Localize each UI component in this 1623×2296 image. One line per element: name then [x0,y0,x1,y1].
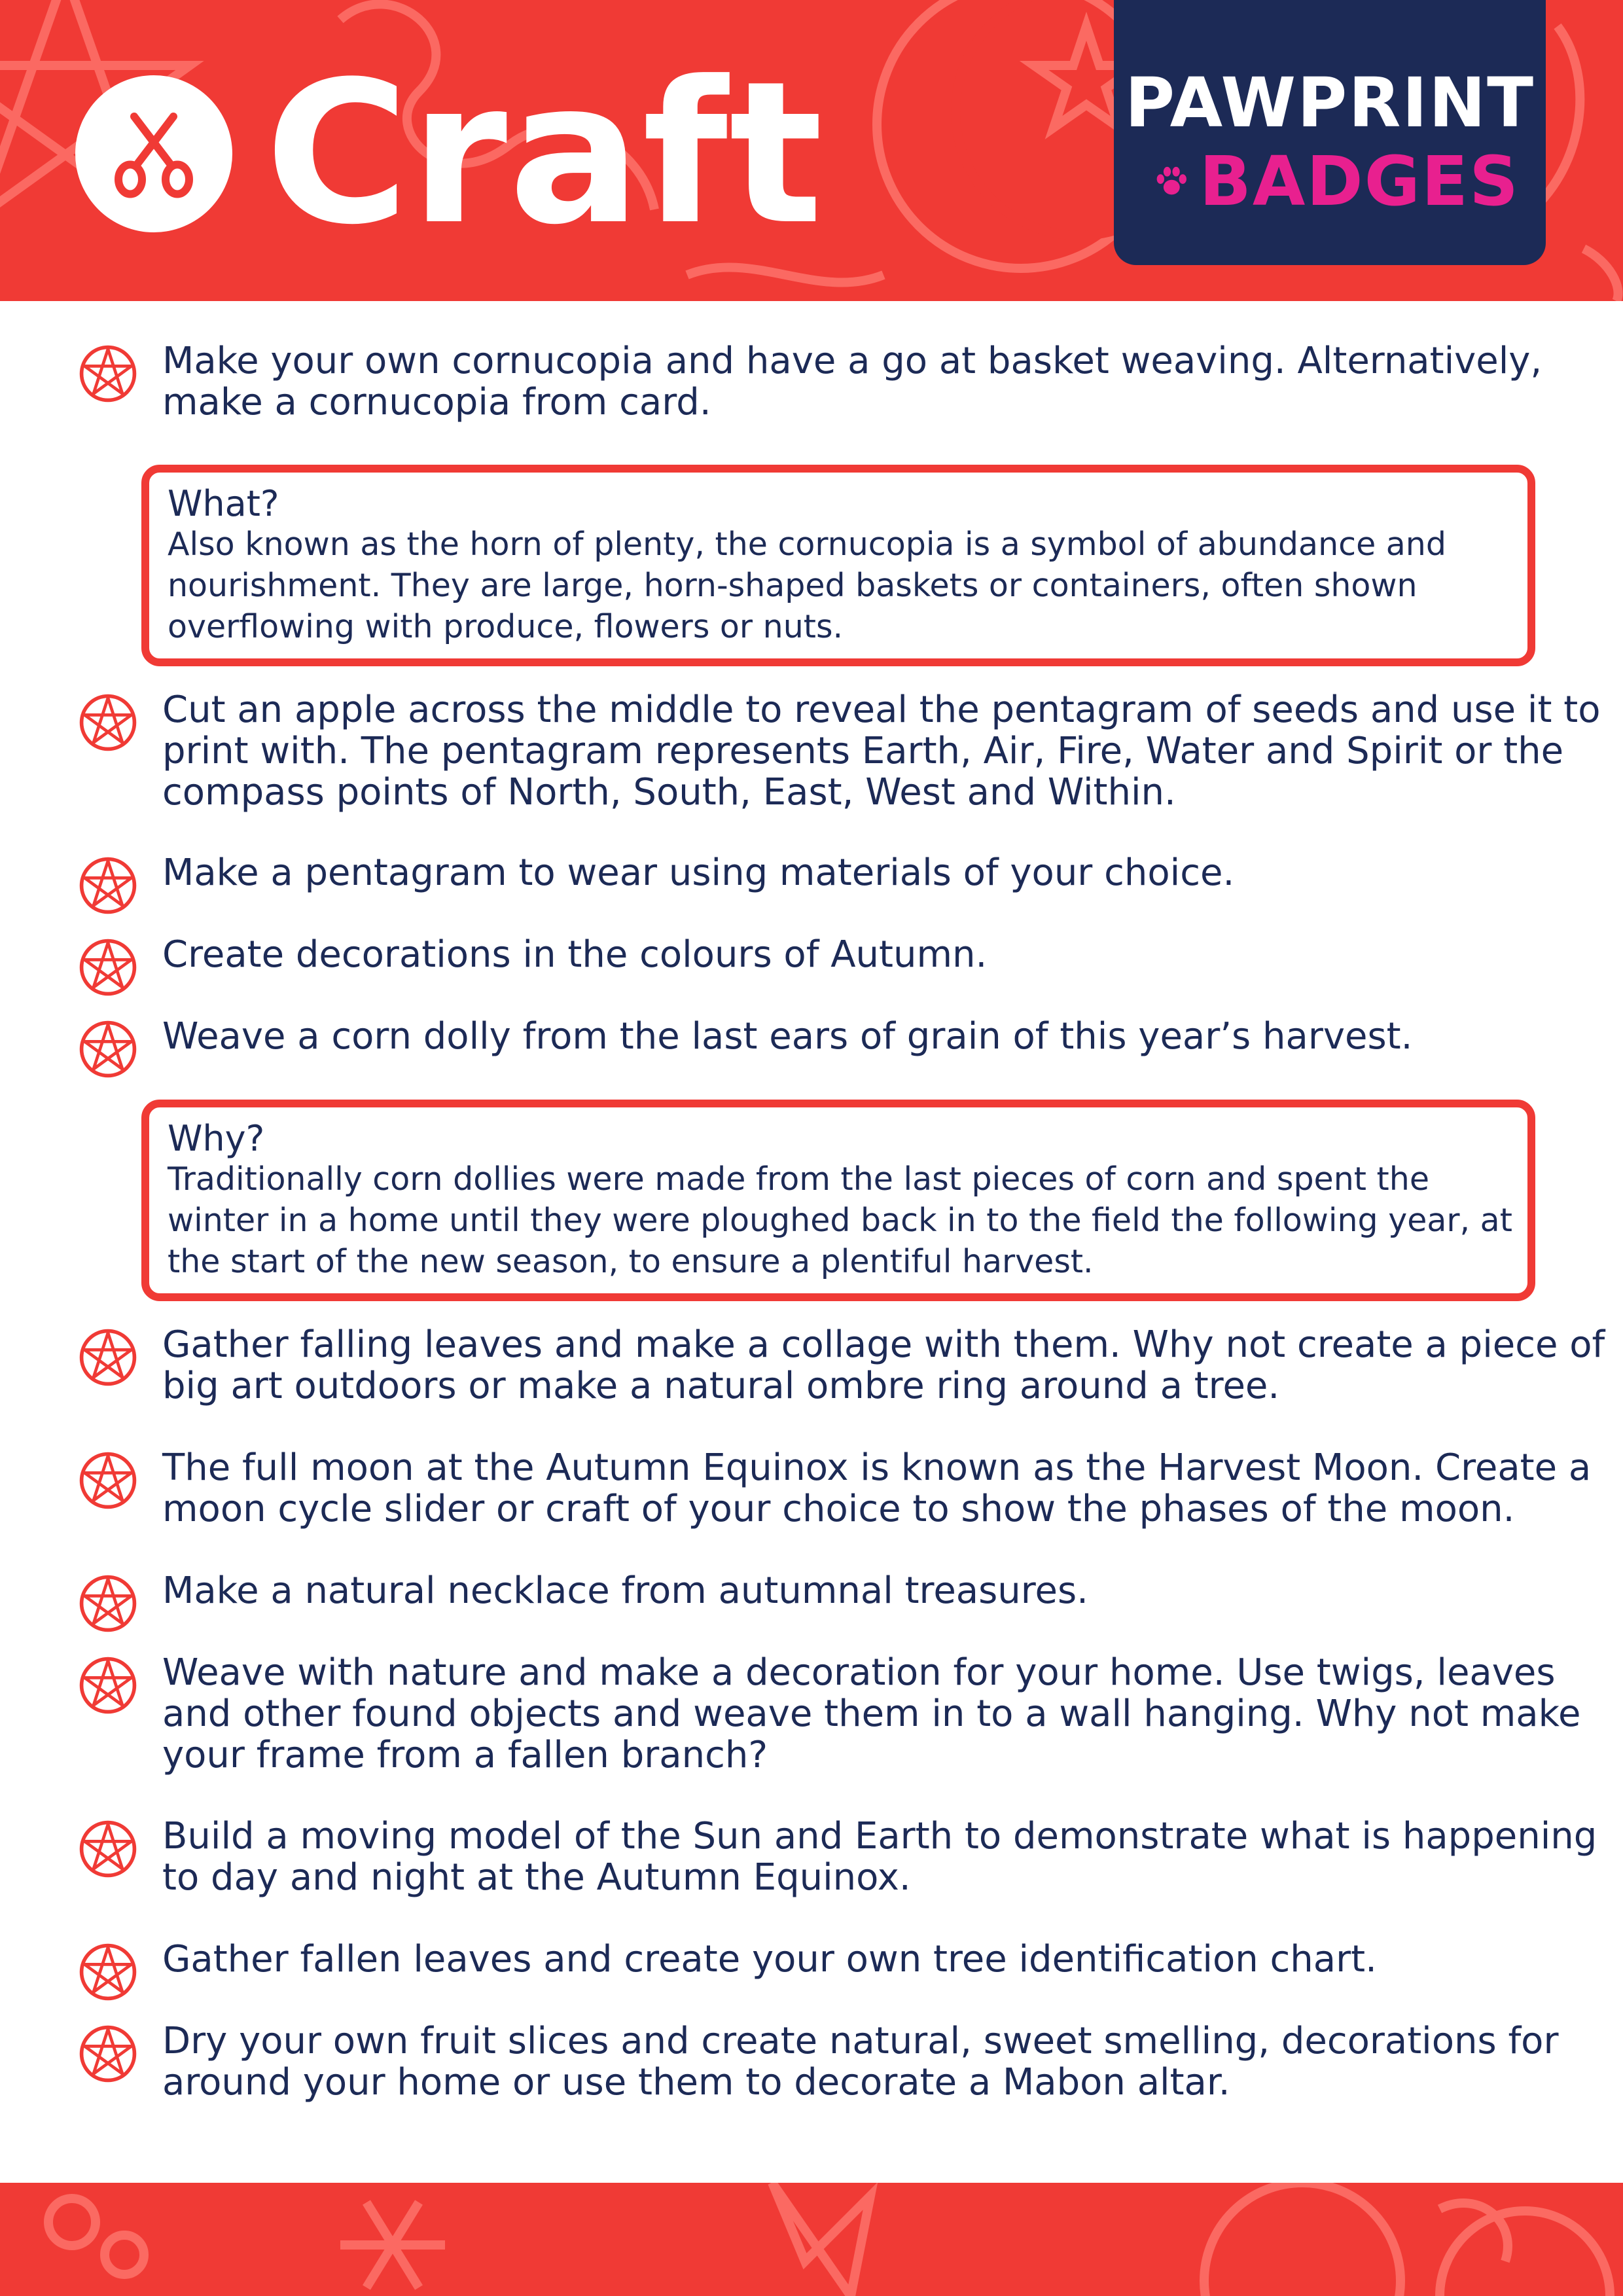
brand-logo [1114,0,1546,265]
brand-name-bottom: BADGES [1199,141,1520,221]
pentagram-icon [77,1655,139,1716]
pentagram-icon [77,2023,139,2085]
list-item-text: Make a pentagram to wear using materials of your choice. [162,852,1235,894]
pentagram-icon [77,692,139,753]
pentagram-icon [77,1941,139,2003]
pentagram-icon [77,1327,139,1388]
list-item-text: Gather fallen leaves and create your own tree identification chart. [162,1938,1377,1981]
footer-banner [0,2183,1623,2296]
footer-pattern [0,2183,1623,2296]
list-item-text: Create decorations in the colours of Autumn. [162,933,988,976]
info-box-body: Traditionally corn dollies were made from the last pieces of corn and spent the winter in a home until they were ploughed back in to the field the following year, at the start of the new season, to ensure a plentiful harvest. [168,1160,1512,1280]
paw-icon [1153,149,1190,214]
list-item-text: The full moon at the Autumn Equinox is known as the Harvest Moon. Create a moon cycle slider or craft of your choice to show the phases of the moon. [162,1446,1592,1530]
pentagram-icon [77,343,139,404]
info-box-body: Also known as the horn of plenty, the cornucopia is a symbol of abundance and nourishment. They are large, horn-shaped baskets or containers, often shown overflowing with produce, flowers or nuts. [168,526,1446,645]
list-item-text: Dry your own fruit slices and create natural, sweet smelling, decorations for around your home or use them to decorate a Mabon altar. [162,2020,1559,2104]
page-title: Craft [265,39,825,268]
pentagram-icon [77,1018,139,1080]
info-box-title: What? [168,483,279,524]
header-banner [0,0,1623,301]
list-item-text: Gather falling leaves and make a collage with them. Why not create a piece of big art outdoors or make a natural ombre ring around a tree. [162,1323,1605,1407]
pentagram-icon [77,1573,139,1634]
pentagram-icon [77,855,139,916]
list-item-text: Build a moving model of the Sun and Earth to demonstrate what is happening to day and night at the Autumn Equinox. [162,1815,1597,1899]
pentagram-icon [77,937,139,998]
scissors-icon [75,75,232,232]
info-box-what [141,465,1535,666]
list-item-text: Cut an apple across the middle to reveal the pentagram of seeds and use it to print with. The pentagram represents Earth, Air, Fire, Water and Spirit or the compass points of North, South, East, West and Within. [162,689,1601,814]
list-item-text: Weave with nature and make a decoration for your home. Use twigs, leaves and other found objects and weave them in to a wall hanging. Why not make your frame from a fallen branch? [162,1651,1581,1776]
page-title-group [75,39,825,268]
list-item-text: Weave a corn dolly from the last ears of grain of this year’s harvest. [162,1015,1413,1058]
list-item-text: Make your own cornucopia and have a go at basket weaving. Alternatively, make a cornucopia from card. [162,340,1543,423]
brand-name-top: PAWPRINT [1124,63,1535,143]
info-box-why [141,1100,1535,1301]
pentagram-icon [77,1818,139,1880]
pentagram-icon [77,1450,139,1511]
list-item-text: Make a natural necklace from autumnal treasures. [162,1570,1088,1612]
info-box-title: Why? [168,1118,265,1159]
